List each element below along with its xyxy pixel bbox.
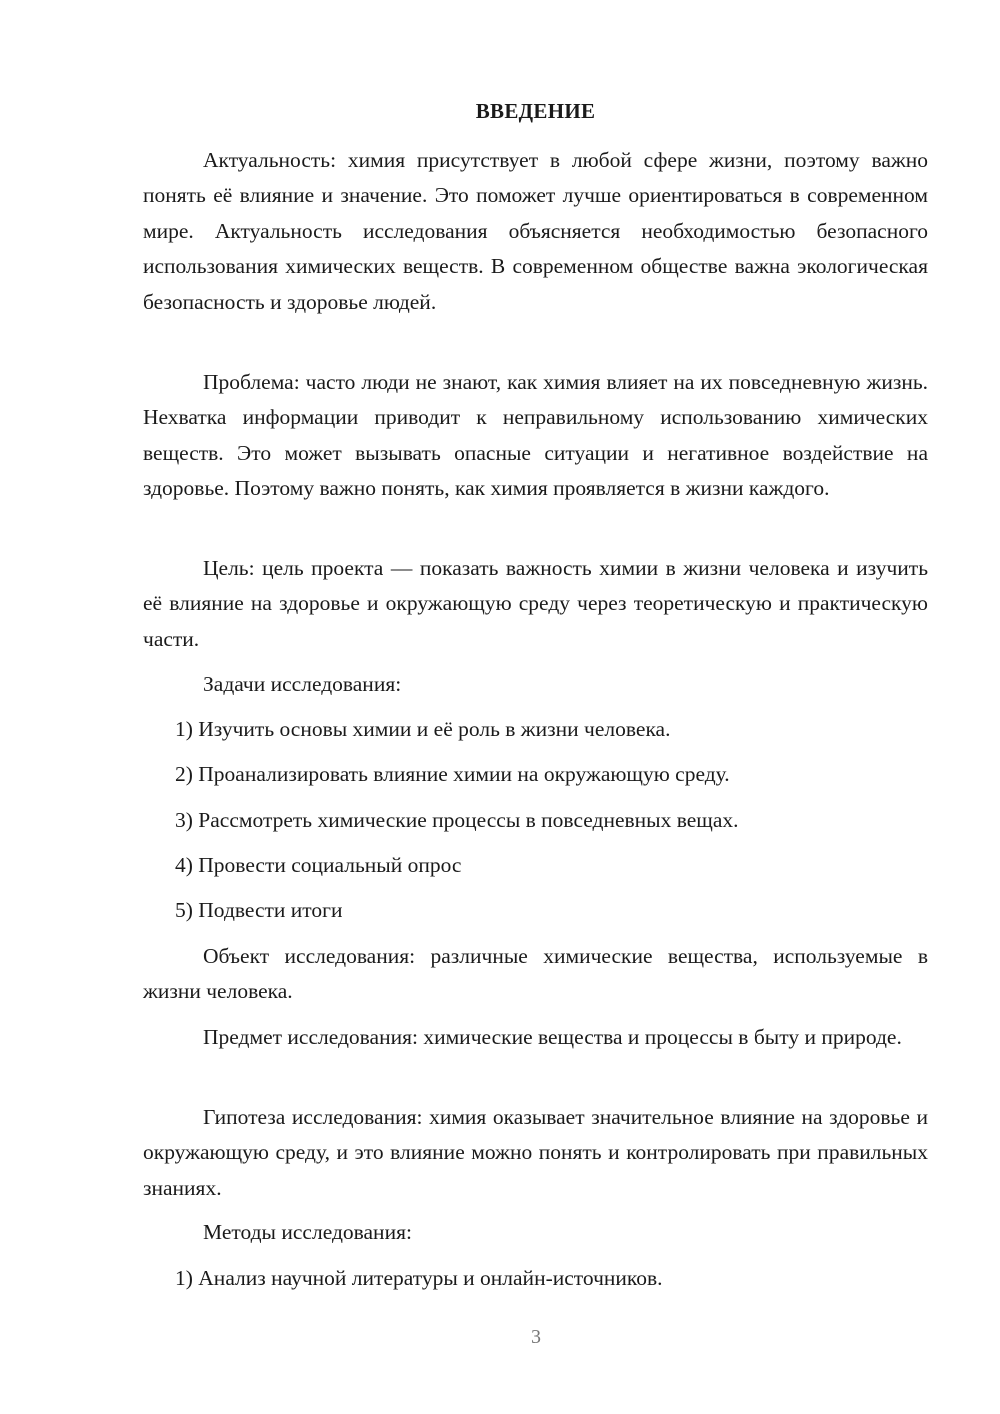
paragraph-object: Объект исследования: различные химические вещества, используемые в жизни человека. <box>143 944 928 1004</box>
task-item: 1) Изучить основы химии и её роль в жизни человека. <box>175 717 671 741</box>
paragraph-problem: Проблема: часто люди не знают, как химия влияет на их повседневную жизнь. Нехватка информации приводит к неправильному использованию химических веществ. Это может вызывать опасные ситуации и негативное воздействие на здоровье. Поэтому важно понять, как химия проявляется в жизни каждого. <box>143 370 928 501</box>
paragraph-subject: Предмет исследования: химические вещества и процессы в быту и природе. <box>203 1025 902 1049</box>
methods-heading: Методы исследования: <box>203 1220 412 1244</box>
task-item: 5) Подвести итоги <box>175 898 343 922</box>
task-item: 3) Рассмотреть химические процессы в повседневных вещах. <box>175 808 739 832</box>
page-number: 3 <box>531 1326 541 1348</box>
paragraph-hypothesis: Гипотеза исследования: химия оказывает значительное влияние на здоровье и окружающую среду, и это влияние можно понять и контролировать при правильных знаниях. <box>143 1105 928 1200</box>
section-title: ВВЕДЕНИЕ <box>475 99 596 123</box>
task-item: 2) Проанализировать влияние химии на окружающую среду. <box>175 762 730 786</box>
paragraph-relevance: Актуальность: химия присутствует в любой сфере жизни, поэтому важно понять её влияние и значение. Это поможет лучше ориентироваться в современном мире. Актуальность исследования объясняется необходимостью безопасного использования химических веществ. В современном обществе важна экологическая безопасность и здоровье людей. <box>143 148 928 314</box>
paragraph-goal: Цель: цель проекта — показать важность химии в жизни человека и изучить её влияние на здоровье и окружающую среду через теоретическую и практическую части. <box>143 556 928 651</box>
tasks-heading: Задачи исследования: <box>203 672 402 696</box>
task-item: 4) Провести социальный опрос <box>175 853 462 877</box>
method-item: 1) Анализ научной литературы и онлайн-источников. <box>175 1266 663 1290</box>
